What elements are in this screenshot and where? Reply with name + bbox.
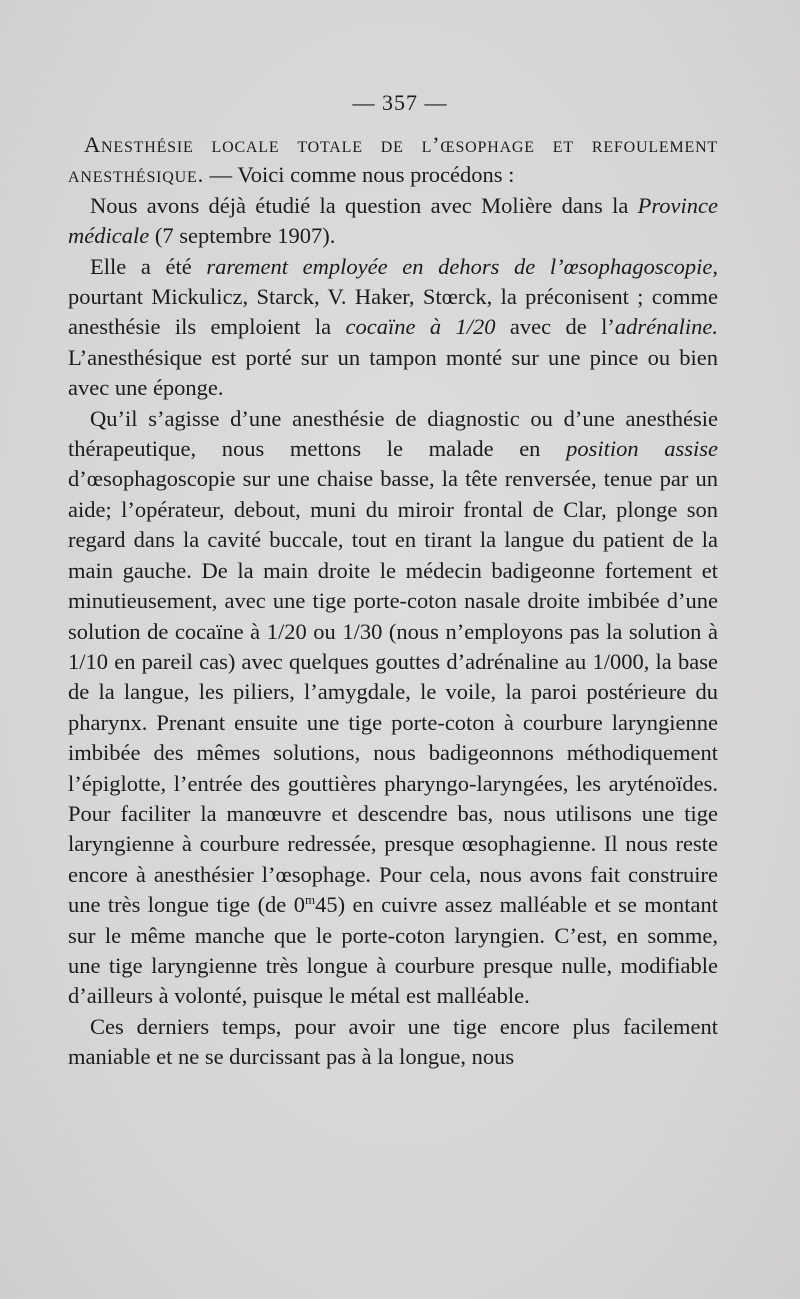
heading-lead-text: — Voici comme nous procédons : <box>204 162 515 188</box>
section-heading-paragraph <box>68 130 718 191</box>
italic-text: Province médicale <box>68 192 718 249</box>
paragraph-text: Elle a été <box>90 253 207 279</box>
italic-text: position assise <box>566 436 718 462</box>
paragraph-text: Nous avons déjà étudié la question avec Molière dans la <box>90 192 638 218</box>
paragraph-text: L’anesthésique est porté sur un tampon monté sur une pince ou bien avec une éponge. <box>68 344 718 401</box>
paragraph-3 <box>68 404 718 1012</box>
italic-text: cocaïne à 1/20 <box>345 314 496 340</box>
italic-text: rarement employée en dehors de l’œsophagoscopie, <box>206 253 718 279</box>
paragraph-2 <box>68 252 718 404</box>
paragraph-1 <box>68 191 718 252</box>
paragraph-text: Qu’il s’agisse d’une anesthésie de diagnostic ou d’une anesthésie thérapeutique, nous mettons le malade en <box>68 405 718 462</box>
paragraph-text: avec de l’ <box>495 314 615 340</box>
paragraph-text: pourtant Mickulicz, Starck, V. Haker, Stœrck, la préconisent ; comme anesthésie ils emploient la <box>68 284 718 340</box>
paragraph-text: d’œsophagoscopie sur une chaise basse, la tête renversée, tenue par un aide; l’opérateur, debout, muni du miroir frontal de Clar, plonge son regard dans la cavité buccale, tout en tirant la langue du patient de la main gauche. De la main droite le médecin badigeonne fortement et minutieusement, avec une tige porte-coton nasale droite imbibée d’une solution de cocaïne à 1/20 ou 1/30 (nous n’employons pas la solution à 1/10 en pareil cas) avec quelques gouttes d’adrénaline au 1/000, la base de la langue, les piliers, l’amygdale, le voile, la paroi postérieure du pharynx. Prenant ensuite une tige porte-coton à courbure laryngienne imbibée des mêmes solutions, nous badigeonnons méthodiquement l’épiglotte, l’entrée des gouttières pharyngo-laryngées, les aryténoïdes. Pour faciliter la manœuvre et descendre bas, nous utilisons une tige laryngienne à courbure redressée, presque œsophagienne. Il nous reste encore à anesthésier l’œsophage. Pour cela, nous avons fait construire une très longue tige (de 0 <box>68 466 718 918</box>
paragraph-text: Ces derniers temps, pour avoir une tige encore plus facilement maniable et ne se durcissant pas à la longue, nous <box>68 1013 718 1070</box>
paragraph-4 <box>68 1012 718 1073</box>
body-text <box>68 130 718 1073</box>
paragraph-text: (7 septembre 1907). <box>149 223 336 249</box>
section-heading: Anesthésie locale totale de l’œsophage et refoulement anesthésique. <box>68 132 718 188</box>
page-number: — 357 — <box>352 90 448 115</box>
superscript-unit: m <box>304 892 316 908</box>
italic-text: adrénaline. <box>614 314 718 340</box>
paragraph-text: 45) en cuivre assez malléable et se montant sur le même manche que le porte-coton laryngien. C’est, en somme, une tige laryngienne très longue à courbure presque nulle, modifiable d’ailleurs à volonté, puisque le métal est malléable. <box>68 892 718 1009</box>
